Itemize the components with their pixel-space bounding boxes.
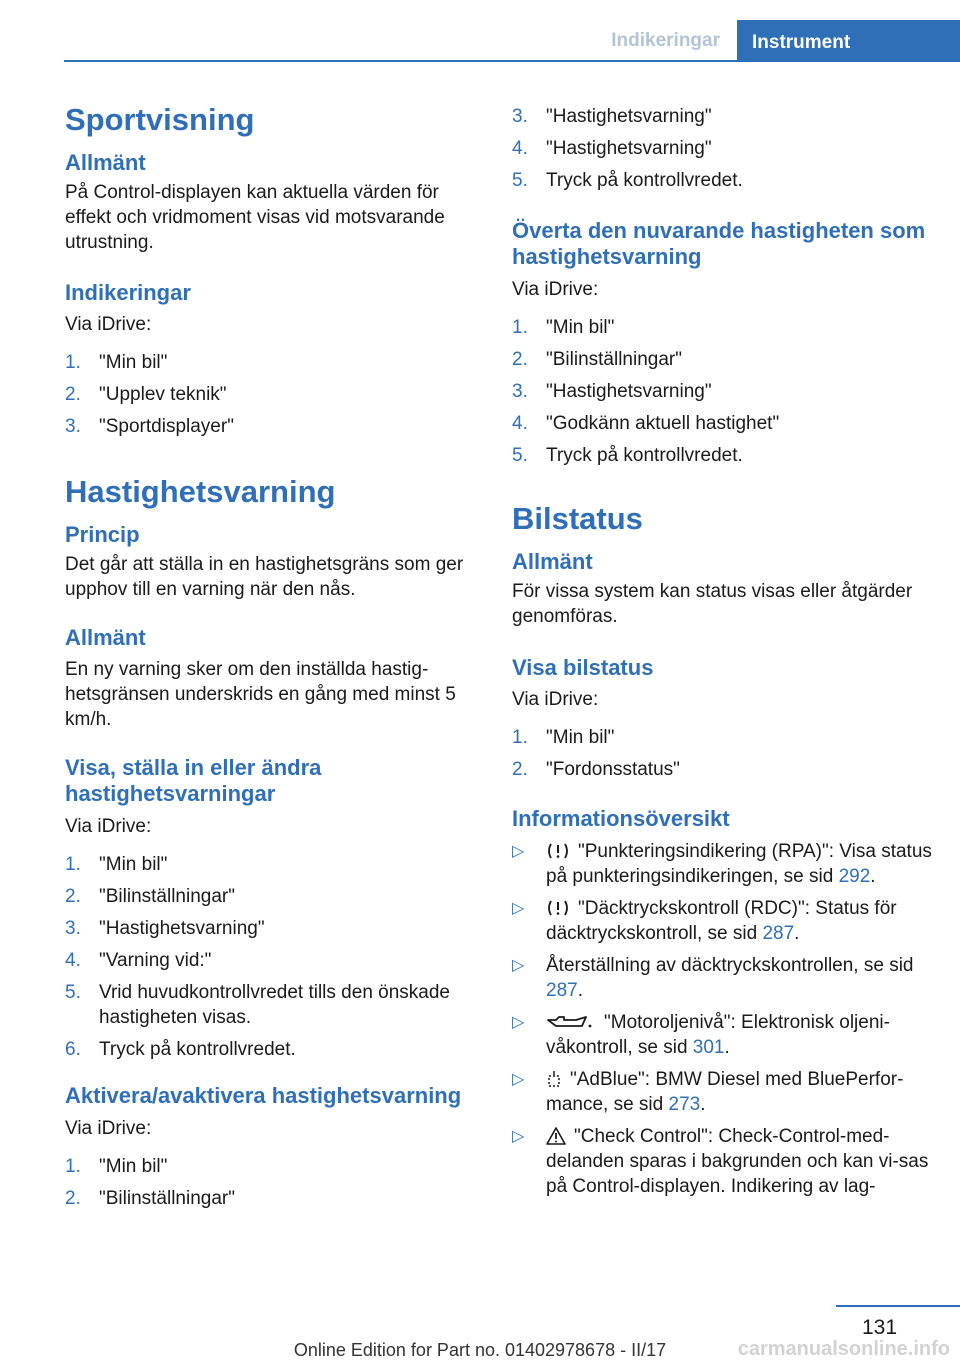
list-item: 1. "Min bil" xyxy=(65,854,168,875)
header-section-indikeringar: Indikeringar xyxy=(611,30,720,51)
heading-allmant: Allmänt xyxy=(65,625,146,650)
list-item: 4. "Varning vid:" xyxy=(65,950,212,971)
left-column xyxy=(65,96,483,1218)
steps-list-overta xyxy=(512,315,932,468)
heading-aktivera-avaktivera: Aktivera/avaktivera hastighetsvarning xyxy=(65,1083,462,1108)
bullet-triangle-icon: ▷ xyxy=(512,1014,525,1031)
list-item: ▷ "Motoroljenivå": Elektronisk oljeni‐våkontroll, se sid 301. xyxy=(512,1012,890,1058)
warning-triangle-icon xyxy=(546,1127,566,1145)
page-link-292[interactable]: 292 xyxy=(838,866,871,887)
list-item: 2. "Bilinställningar" xyxy=(512,349,682,370)
page-link-301[interactable]: 301 xyxy=(692,1037,725,1058)
list-item: 3. "Hastighetsvarning" xyxy=(65,918,265,939)
list-item: 6. Tryck på kontrollvredet. xyxy=(65,1039,296,1060)
page-header xyxy=(0,0,960,62)
via-idrive-label: Via iDrive: xyxy=(65,314,152,335)
steps-list-aktivera xyxy=(65,1154,483,1211)
via-idrive-label: Via iDrive: xyxy=(65,816,152,837)
list-item: ▷ "Check Control": Check-Control-med‐delanden sparas i bakgrunden och kan vi‐sas på Control-displayen. Indikering av lag‐ xyxy=(512,1126,929,1197)
list-item: 1. "Min bil" xyxy=(512,317,615,338)
list-item: ▷ Återställning av däcktryckskontrollen, se sid 287. xyxy=(512,955,914,1001)
list-item: 5. Tryck på kontrollvredet. xyxy=(512,170,743,191)
info-bullet-list xyxy=(512,839,932,1199)
heading-hastighetsvarning: Hastighetsvarning xyxy=(65,474,336,509)
bullet-triangle-icon: ▷ xyxy=(512,843,525,860)
page-link-273[interactable]: 273 xyxy=(668,1094,701,1115)
via-idrive-label: Via iDrive: xyxy=(65,1118,152,1139)
bullet-triangle-icon: ▷ xyxy=(512,1128,525,1145)
steps-list-bilstatus xyxy=(512,725,932,782)
page-number: 131 xyxy=(862,1316,898,1339)
heading-indikeringar: Indikeringar xyxy=(65,280,191,305)
heading-overta-hastighet: Överta den nuvarande hastigheten som hastighetsvarning xyxy=(512,218,926,269)
list-item: ▷ "AdBlue": BMW Diesel med BluePerfor‐mance, se sid 273. xyxy=(512,1069,904,1115)
list-item: 5. Vrid huvudkontrollvredet tills den önskade hastigheten visas. xyxy=(65,982,450,1028)
tire-warning-icon xyxy=(546,842,570,860)
bullet-triangle-icon: ▷ xyxy=(512,900,525,917)
steps-list-aktivera-continued xyxy=(512,104,932,193)
list-item: 1. "Min bil" xyxy=(65,352,168,373)
page-link-287[interactable]: 287 xyxy=(546,980,578,1001)
edition-footer: Online Edition for Part no. 01402978678 - II/17 xyxy=(293,1340,667,1360)
bullet-triangle-icon: ▷ xyxy=(512,1071,525,1088)
oil-can-icon xyxy=(546,1013,596,1031)
heading-visa-stalla-in: Visa, ställa in eller ändra hastighetsvarningar xyxy=(65,755,322,806)
list-item: 4. "Godkänn aktuell hastighet" xyxy=(512,413,780,434)
paragraph-princip: Det går att ställa in en hastighetsgräns som ger upphov till en varning när den nås. xyxy=(65,554,464,600)
heading-informationsoversikt: Informationsöversikt xyxy=(512,806,730,831)
via-idrive-label: Via iDrive: xyxy=(512,689,599,710)
heading-bilstatus: Bilstatus xyxy=(512,501,643,536)
paragraph-allmant: På Control-displayen kan aktuella värden för effekt och vridmoment visas vid motsvarande utrustning. xyxy=(65,182,445,253)
list-item: ▷ "Punkteringsindikering (RPA)": Visa status på punkteringsindikeringen, se sid 292. xyxy=(512,841,932,887)
list-item: 3. "Sportdisplayer" xyxy=(65,416,234,437)
footer-rule xyxy=(836,1305,960,1307)
heading-allmant: Allmänt xyxy=(65,150,146,175)
steps-list-sport xyxy=(65,350,483,439)
list-item: ▷ "Däcktryckskontroll (RDC)": Status för däcktryckskontroll, se sid 287. xyxy=(512,898,897,944)
list-item: 2. "Bilinställningar" xyxy=(65,1188,235,1209)
header-section-instrument: Instrument xyxy=(737,20,960,60)
heading-princip: Princip xyxy=(65,522,140,547)
bullet-triangle-icon: ▷ xyxy=(512,957,525,974)
heading-visa-bilstatus: Visa bilstatus xyxy=(512,655,654,680)
heading-allmant: Allmänt xyxy=(512,549,593,574)
list-item: 1. "Min bil" xyxy=(65,1156,168,1177)
via-idrive-label: Via iDrive: xyxy=(512,279,599,300)
list-item: 3. "Hastighetsvarning" xyxy=(512,106,712,127)
heading-sportvisning: Sportvisning xyxy=(65,102,255,137)
paragraph-allmant-3: För vissa system kan status visas eller åtgärder genomföras. xyxy=(512,581,913,627)
adblue-icon xyxy=(546,1070,562,1088)
list-item: 2. "Bilinställningar" xyxy=(65,886,235,907)
header-rule xyxy=(64,60,960,62)
list-item: 4. "Hastighetsvarning" xyxy=(512,138,712,159)
page-link-287[interactable]: 287 xyxy=(762,923,795,944)
paragraph-allmant-2: En ny varning sker om den inställda hastig‐hetsgränsen underskrids en gång med minst 5 km/h. xyxy=(65,659,456,730)
right-column xyxy=(512,104,932,1206)
tire-pressure-icon xyxy=(546,899,570,917)
steps-list-visa xyxy=(65,852,483,1062)
list-item: 3. "Hastighetsvarning" xyxy=(512,381,712,402)
watermark: carmanualsonline.info xyxy=(737,1338,950,1360)
list-item: 1. "Min bil" xyxy=(512,727,615,748)
list-item: 5. Tryck på kontrollvredet. xyxy=(512,445,743,466)
list-item: 2. "Fordonsstatus" xyxy=(512,759,680,780)
list-item: 2. "Upplev teknik" xyxy=(65,384,227,405)
